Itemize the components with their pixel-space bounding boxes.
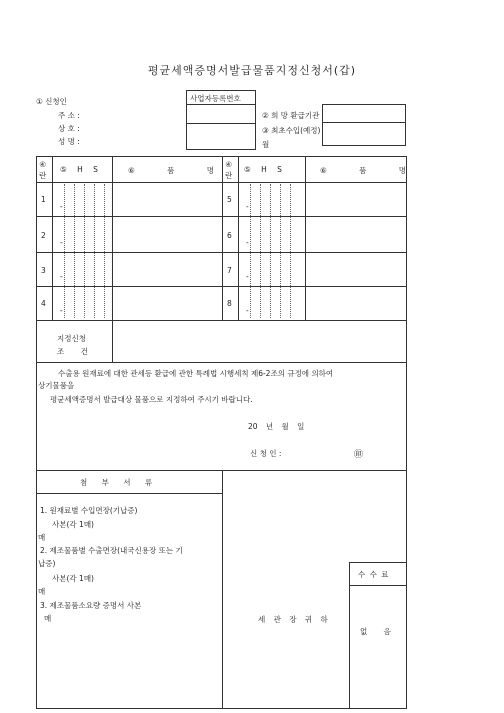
hs-dotted-divider	[104, 184, 105, 318]
divider	[222, 470, 223, 709]
attachment-item-1-copies: 사본(각 1매)	[52, 520, 94, 529]
attachment-item-3-unit: 매	[44, 614, 52, 623]
biz-no-label: 사업자등록번호	[190, 94, 241, 103]
address-label: 주 소 :	[58, 111, 80, 120]
divider	[36, 216, 407, 217]
attachment-item-1-unit: 매	[38, 533, 46, 542]
condition-label-2: 조 건	[57, 347, 88, 356]
company-label: 상 호 :	[58, 124, 80, 133]
divider	[222, 156, 223, 320]
divider	[349, 585, 407, 586]
refund-org-label: ② 희 망 환급기관	[262, 111, 320, 120]
divider	[112, 156, 113, 320]
row-number: 8	[227, 299, 232, 308]
col-no-header-left: ④ 란	[39, 160, 47, 180]
divider	[36, 252, 407, 253]
col-hs-header-right: ⑤ H S	[244, 165, 282, 174]
row-number: 7	[227, 266, 232, 275]
name-label: 성 명 :	[58, 137, 80, 146]
seal-icon: ㊞	[354, 450, 364, 460]
hs-dotted-divider	[250, 184, 251, 318]
row-number: 1	[41, 195, 46, 204]
statement-applicant: 신 청 인 :	[250, 449, 282, 458]
statement-line1: 수출용 원재료에 대한 관세등 환급에 관한 특례법 시행세칙 제6-2조의 규정에 의하여	[58, 369, 334, 378]
month-label: 월	[262, 140, 270, 149]
hs-dotted-divider	[280, 184, 281, 318]
divider	[36, 362, 407, 363]
row-number: 2	[41, 231, 46, 240]
divider	[112, 320, 113, 362]
hs-dash-mark: -	[60, 238, 63, 247]
attachment-item-2-copies: 사본(각 1매)	[52, 574, 94, 583]
row-number: 6	[227, 231, 232, 240]
divider	[36, 320, 407, 321]
attachment-item-3: 3. 제조물품소요량 증명서 사본	[40, 601, 142, 610]
divider	[322, 122, 406, 123]
col-item-header-left: ⑥ 품 명	[128, 166, 214, 175]
attachments-header: 첨 부 서 류	[80, 478, 153, 487]
hs-dash-mark: -	[246, 272, 249, 281]
applicant-label: ① 신청인	[36, 97, 67, 106]
attachment-item-2-cont: 납증)	[38, 559, 56, 568]
condition-label-1: 지정신청	[57, 334, 86, 343]
hs-dash-mark: -	[246, 306, 249, 315]
col-hs-header-left: ⑤ H S	[60, 165, 98, 174]
hs-dotted-divider	[74, 184, 75, 318]
hs-dash-mark: -	[60, 202, 63, 211]
divider	[36, 286, 407, 287]
statement-line3: 평균세액증명서 발급대상 물품으로 지정하여 주시기 바랍니다.	[50, 395, 253, 404]
statement-date: 20 년 월 일	[248, 422, 305, 431]
divider	[52, 156, 53, 320]
divider	[349, 562, 407, 563]
hs-dash-mark: -	[60, 306, 63, 315]
refund-org-box	[322, 104, 406, 146]
divider	[305, 156, 306, 320]
divider	[186, 123, 256, 124]
row-number: 5	[227, 195, 232, 204]
page-title: 평균세액증명서발급물품지정신청서(갑)	[147, 64, 357, 77]
divider	[36, 493, 222, 494]
row-number: 3	[41, 266, 46, 275]
divider	[238, 156, 239, 320]
hs-dash-mark: -	[246, 238, 249, 247]
attachment-item-1: 1. 원재료별 수입면장(기납증)	[40, 506, 138, 515]
attachment-item-2: 2. 제조물품별 수출면장(내국신용장 또는 기	[40, 546, 183, 555]
row-number: 4	[41, 299, 46, 308]
statement-line2: 상기물품을	[38, 381, 75, 390]
first-import-label: ③ 최초수입(예정)	[262, 126, 321, 135]
col-no-header-right: ④ 란	[225, 160, 233, 180]
fee-value: 없 음	[360, 627, 391, 636]
hs-dotted-divider	[94, 184, 95, 318]
hs-dotted-divider	[290, 184, 291, 318]
hs-dotted-divider	[64, 184, 65, 318]
hs-dotted-divider	[84, 184, 85, 318]
attachment-item-2-unit: 매	[38, 587, 46, 596]
fee-label: 수 수 료	[358, 570, 389, 579]
hs-dash-mark: -	[246, 202, 249, 211]
hs-dash-mark: -	[60, 272, 63, 281]
col-item-header-right: ⑥ 품 명	[320, 166, 406, 175]
divider	[186, 104, 256, 105]
hs-dotted-divider	[260, 184, 261, 318]
customs-addressee: 세 관 장 귀 하	[258, 615, 328, 624]
hs-dotted-divider	[270, 184, 271, 318]
